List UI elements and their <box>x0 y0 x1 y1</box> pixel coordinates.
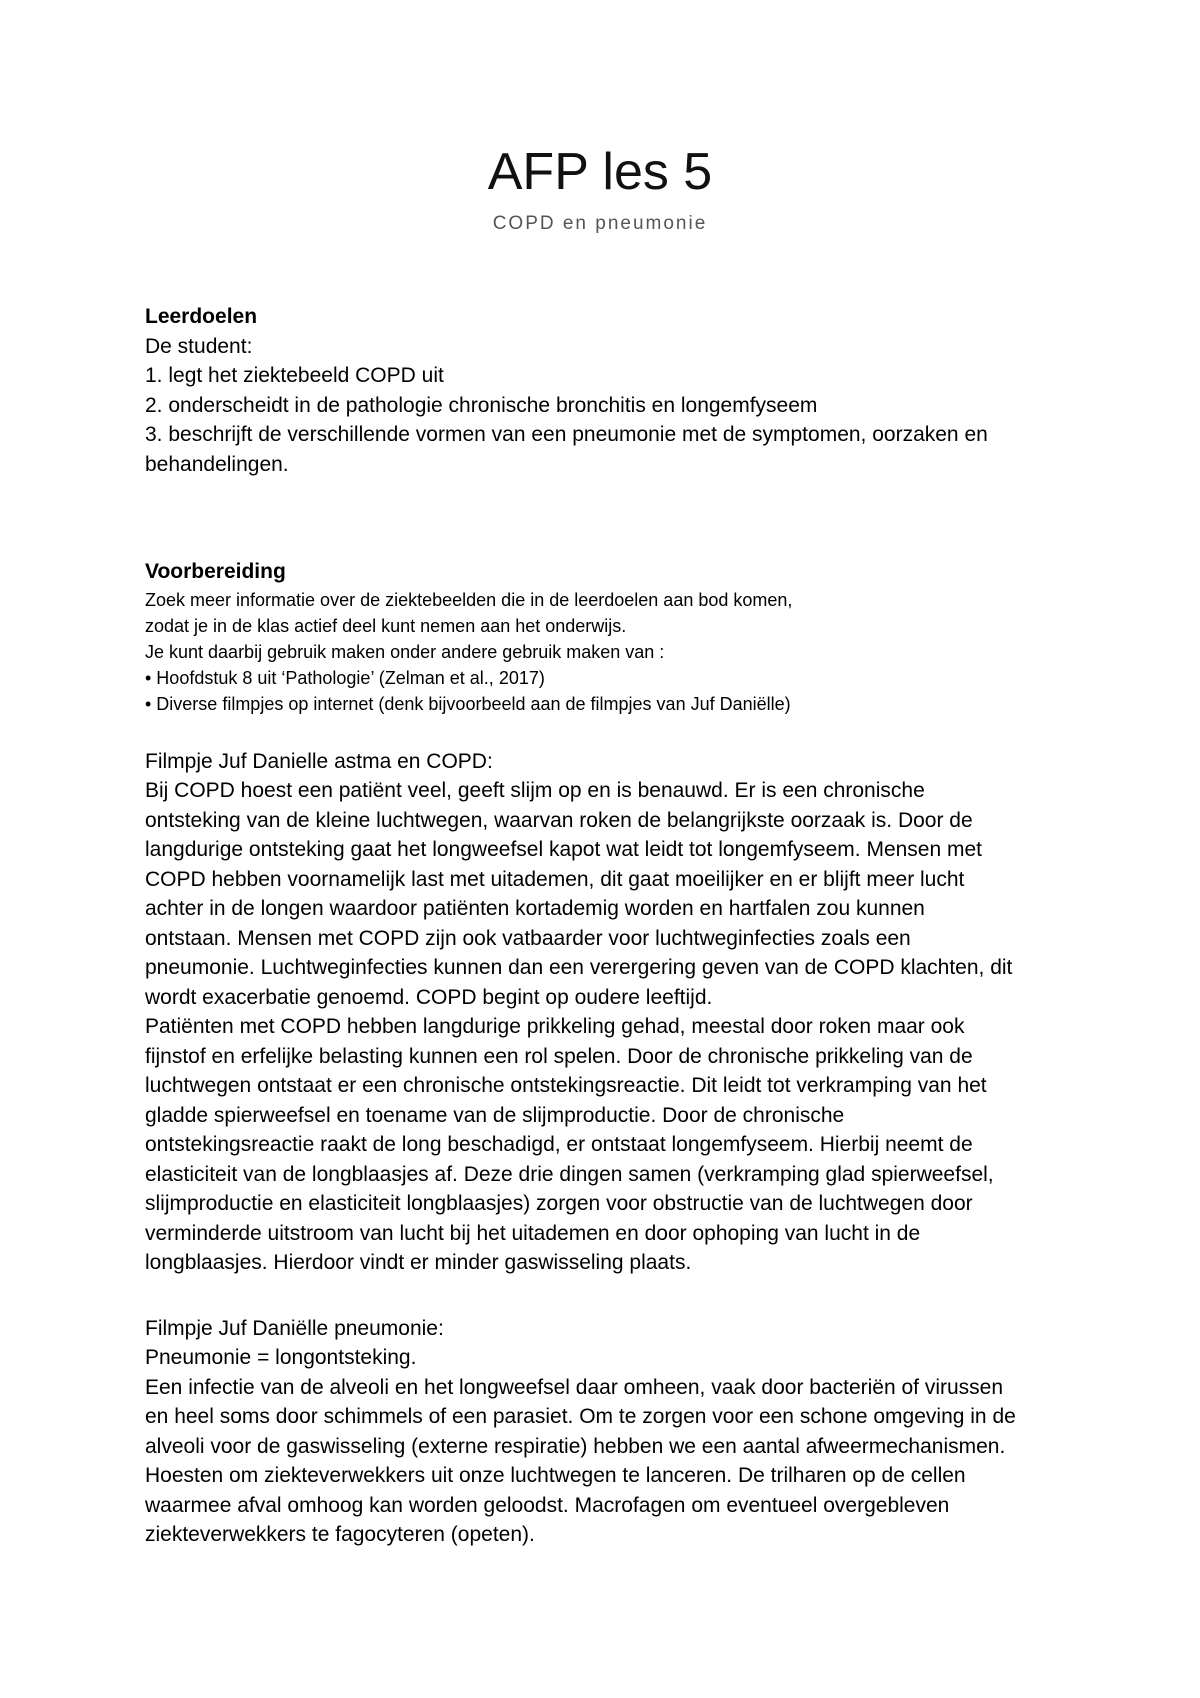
leerdoelen-heading: Leerdoelen <box>145 305 258 328</box>
copd-line: achter in de longen waardoor patiënten kortademig worden en hartfalen zou kunnen <box>145 897 925 920</box>
copd-line: ontstaan. Mensen met COPD zijn ook vatbaarder voor luchtweginfecties zoals een <box>145 926 911 950</box>
copd-line: slijmproductie en elasticiteit longblaasjes) zorgen voor obstructie van de luchtwegen door <box>145 1192 973 1215</box>
voorbereiding-bullet: • Diverse filmpjes op internet (denk bijvoorbeeld aan de filmpjes van Juf Daniëlle) <box>145 693 791 714</box>
copd-line: fijnstof en erfelijke belasting kunnen een rol spelen. Door de chronische prikkeling van de <box>145 1044 973 1068</box>
section-gap <box>145 479 1075 557</box>
copd-line: Bij COPD hoest een patiënt veel, geeft slijm op en is benauwd. Er is een chronische <box>145 779 925 802</box>
pneumonie-heading: Filmpje Juf Daniëlle pneumonie: <box>145 1316 444 1340</box>
pneumonie-line: Hoesten om ziekteverwekkers uit onze luchtwegen te lanceren. De trilharen op de cellen <box>145 1464 966 1487</box>
pneumonie-section <box>145 1314 1075 1550</box>
pneumonie-line: en heel soms door schimmels of een parasiet. Om te zorgen voor een schone omgeving in de <box>145 1405 1016 1428</box>
pneumonie-line: Een infectie van de alveoli en het longweefsel daar omheen, vaak door bacteriën of virussen <box>145 1375 1004 1399</box>
copd-line: Patiënten met COPD hebben langdurige prikkeling gehad, meestal door roken maar ook <box>145 1015 965 1038</box>
copd-line: gladde spierweefsel en toename van de slijmproductie. Door de chronische <box>145 1103 845 1127</box>
voorbereiding-section <box>145 557 1075 717</box>
leerdoel-item: 3. beschrijft de verschillende vormen van een pneumonie met de symptomen, oorzaken en <box>145 423 988 446</box>
copd-line: luchtwegen ontstaat er een chronische ontstekingsreactie. Dit leidt tot verkramping van het <box>145 1074 987 1097</box>
document-subtitle: COPD en pneumonie <box>492 213 708 234</box>
copd-section <box>145 747 1075 1278</box>
voorbereiding-heading: Voorbereiding <box>145 560 286 583</box>
voorbereiding-bullet: • Hoofdstuk 8 uit ‘Pathologie’ (Zelman et al., 2017) <box>145 667 545 688</box>
leerdoel-item: behandelingen. <box>145 452 289 476</box>
leerdoelen-section <box>145 302 1075 479</box>
pneumonie-line: waarmee afval omhoog kan worden geloodst. Macrofagen om eventueel overgebleven <box>145 1493 950 1517</box>
pneumonie-line: ziekteverwekkers te fagocyteren (opeten). <box>145 1523 535 1546</box>
section-gap <box>145 1278 1075 1314</box>
copd-heading: Filmpje Juf Danielle astma en COPD: <box>145 749 493 773</box>
copd-line: longblaasjes. Hierdoor vindt er minder gaswisseling plaats. <box>145 1251 692 1274</box>
voorbereiding-line: zodat je in de klas actief deel kunt nemen aan het onderwijs. <box>145 615 627 636</box>
leerdoel-item: 1. legt het ziektebeeld COPD uit <box>145 364 444 387</box>
voorbereiding-line: Zoek meer informatie over de ziektebeelden die in de leerdoelen aan bod komen, <box>145 589 793 610</box>
copd-line: verminderde uitstroom van lucht bij het uitademen en door ophoping van lucht in de <box>145 1221 921 1245</box>
copd-line: ontsteking van de kleine luchtwegen, waarvan roken de belangrijkste oorzaak is. Door de <box>145 808 973 832</box>
copd-line: langdurige ontsteking gaat het longweefsel kapot wat leidt tot longemfyseem. Mensen met <box>145 838 982 861</box>
document-body <box>145 302 1075 1550</box>
copd-line: wordt exacerbatie genoemd. COPD begint op oudere leeftijd. <box>145 985 713 1009</box>
section-gap <box>145 717 1075 747</box>
copd-line: elasticiteit van de longblaasjes af. Deze drie dingen samen (verkramping glad spierweefsel, <box>145 1162 994 1186</box>
voorbereiding-line: Je kunt daarbij gebruik maken onder andere gebruik maken van : <box>145 641 665 662</box>
pneumonie-line: alveoli voor de gaswisseling (externe respiratie) hebben we een aantal afweermechanismen. <box>145 1434 1006 1458</box>
leerdoel-item: 2. onderscheidt in de pathologie chronische bronchitis en longemfyseem <box>145 393 818 417</box>
copd-line: ontstekingsreactie raakt de long beschadigd, er ontstaat longemfyseem. Hierbij neemt de <box>145 1133 973 1156</box>
pneumonie-line: Pneumonie = longontsteking. <box>145 1346 417 1369</box>
leerdoelen-intro: De student: <box>145 334 253 358</box>
copd-line: pneumonie. Luchtweginfecties kunnen dan een verergering geven van de COPD klachten, dit <box>145 956 1013 979</box>
copd-line: COPD hebben voornamelijk last met uitademen, dit gaat moeilijker en er blijft meer lucht <box>145 867 965 891</box>
document-title: AFP les 5 <box>487 143 713 201</box>
